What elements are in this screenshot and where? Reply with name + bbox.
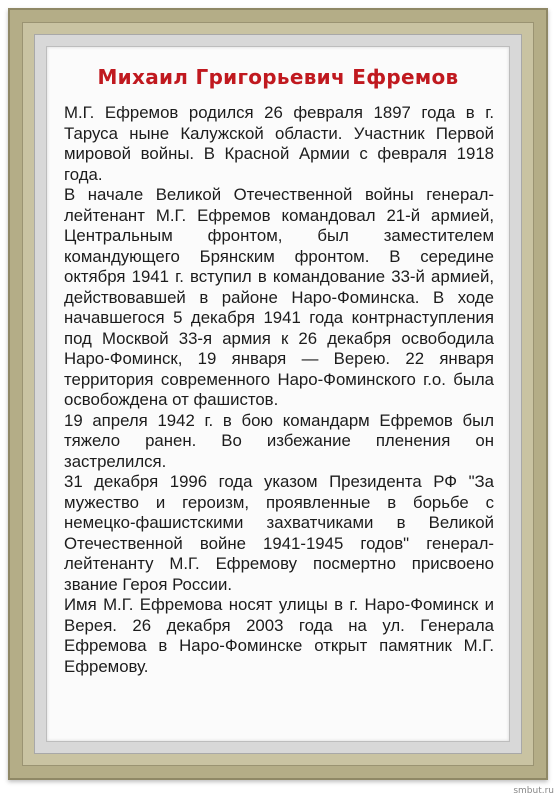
paragraph-memory: Имя М.Г. Ефремова носят улицы в г. Наро-Фоминск и Верея. 26 декабря 2003 года на ул. Генерала Ефремова в Наро-Фоминске открыт памятник М.Г. Ефремову.: [64, 595, 494, 676]
watermark: smbut.ru: [513, 786, 554, 796]
picture-frame: [8, 8, 548, 780]
paragraph-war-service: В начале Великой Отечественной войны генерал-лейтенант М.Г. Ефремов командовал 21-й армией, Центральным фронтом, был заместителем командующего Брянским фронтом. В середине октября 1941 г. вступил в командование 33-й армией, действовавшей в районе Наро-Фоминска. В ходе начавшегося 5 декабря 1941 года контрнаступления под Москвой 33-я армия к 26 декабря освободила Наро-Фоминск, 19 января — Верею. 22 января территория современного Наро-Фоминского г.о. была освобождена от фашистов.: [64, 185, 494, 409]
paragraph-death: 19 апреля 1942 г. в бою командарм Ефремов был тяжело ранен. Во избежание пленения он застрелился.: [64, 410, 494, 471]
paragraph-award: 31 декабря 1996 года указом Президента РФ "За мужество и героизм, проявленные в борьбе с немецко-фашистскими захватчиками в Великой Отечественной войне 1941-1945 годов" генерал-лейтенанту М.Г. Ефремову посмертно присвоено звание Героя России.: [64, 472, 494, 594]
document-title: Михаил Григорьевич Ефремов: [97, 65, 459, 89]
paragraph-birth: М.Г. Ефремов родился 26 февраля 1897 года в г. Таруса ныне Калужской области. Участник Первой мировой войны. В Красной Армии с февраля 1918 года.: [64, 103, 494, 184]
document-body: [64, 103, 494, 677]
document-paper: [46, 46, 510, 742]
